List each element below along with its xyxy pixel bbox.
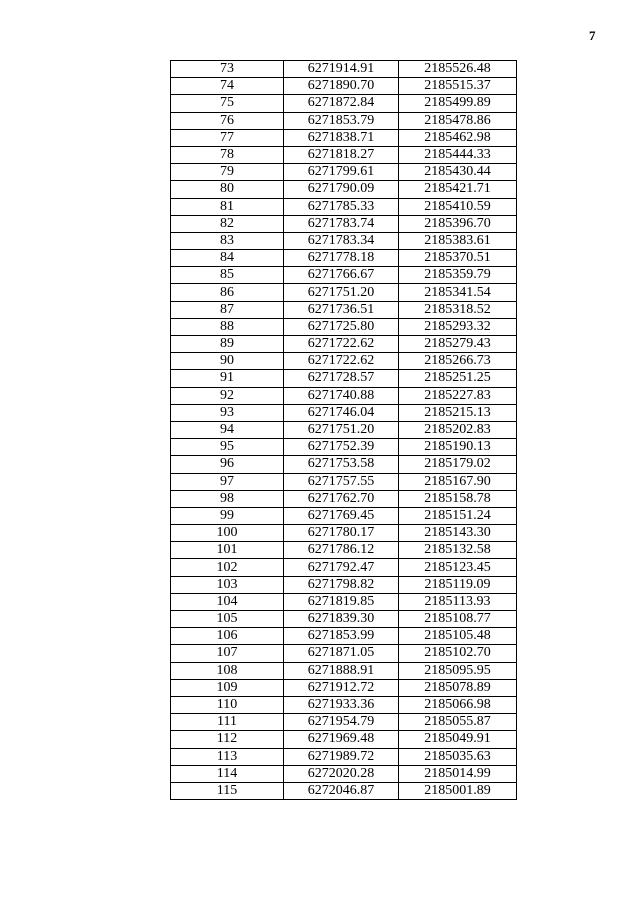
table-row (171, 782, 517, 799)
table-row (171, 95, 517, 112)
point-number-cell: 115 (171, 782, 284, 799)
point-number-cell: 85 (171, 267, 284, 284)
table-row (171, 78, 517, 95)
point-number-cell: 106 (171, 628, 284, 645)
y-coordinate-cell: 2185370.51 (399, 250, 517, 267)
table-row (171, 215, 517, 232)
y-coordinate-cell: 2185113.93 (399, 593, 517, 610)
y-coordinate-cell: 2185430.44 (399, 164, 517, 181)
y-coordinate-cell: 2185095.95 (399, 662, 517, 679)
point-number-cell: 74 (171, 78, 284, 95)
point-number-cell: 107 (171, 645, 284, 662)
x-coordinate-cell: 6271778.18 (284, 250, 399, 267)
point-number-cell: 112 (171, 731, 284, 748)
y-coordinate-cell: 2185318.52 (399, 301, 517, 318)
x-coordinate-cell: 6271818.27 (284, 146, 399, 163)
table-row (171, 267, 517, 284)
x-coordinate-cell: 6271790.09 (284, 181, 399, 198)
table-row (171, 645, 517, 662)
table-row (171, 129, 517, 146)
x-coordinate-cell: 6271912.72 (284, 679, 399, 696)
table-row (171, 146, 517, 163)
x-coordinate-cell: 6271783.74 (284, 215, 399, 232)
table-row (171, 525, 517, 542)
y-coordinate-cell: 2185383.61 (399, 232, 517, 249)
point-number-cell: 93 (171, 404, 284, 421)
y-coordinate-cell: 2185279.43 (399, 336, 517, 353)
x-coordinate-cell: 6271872.84 (284, 95, 399, 112)
point-number-cell: 79 (171, 164, 284, 181)
x-coordinate-cell: 6272046.87 (284, 782, 399, 799)
point-number-cell: 97 (171, 473, 284, 490)
table-row (171, 696, 517, 713)
y-coordinate-cell: 2185151.24 (399, 507, 517, 524)
y-coordinate-cell: 2185132.58 (399, 542, 517, 559)
point-number-cell: 81 (171, 198, 284, 215)
point-number-cell: 86 (171, 284, 284, 301)
table-row (171, 421, 517, 438)
table-row (171, 284, 517, 301)
point-number-cell: 114 (171, 765, 284, 782)
y-coordinate-cell: 2185066.98 (399, 696, 517, 713)
table-row (171, 336, 517, 353)
y-coordinate-cell: 2185001.89 (399, 782, 517, 799)
x-coordinate-cell: 6271722.62 (284, 353, 399, 370)
y-coordinate-cell: 2185444.33 (399, 146, 517, 163)
table-row (171, 576, 517, 593)
y-coordinate-cell: 2185478.86 (399, 112, 517, 129)
point-number-cell: 78 (171, 146, 284, 163)
y-coordinate-cell: 2185167.90 (399, 473, 517, 490)
x-coordinate-cell: 6271751.20 (284, 421, 399, 438)
table-row (171, 628, 517, 645)
x-coordinate-cell: 6271753.58 (284, 456, 399, 473)
x-coordinate-cell: 6271914.91 (284, 61, 399, 78)
table-row (171, 181, 517, 198)
x-coordinate-cell: 6271792.47 (284, 559, 399, 576)
x-coordinate-cell: 6271751.20 (284, 284, 399, 301)
point-number-cell: 80 (171, 181, 284, 198)
point-number-cell: 108 (171, 662, 284, 679)
table-row (171, 507, 517, 524)
x-coordinate-cell: 6271752.39 (284, 439, 399, 456)
point-number-cell: 99 (171, 507, 284, 524)
y-coordinate-cell: 2185158.78 (399, 490, 517, 507)
x-coordinate-cell: 6271769.45 (284, 507, 399, 524)
table-row (171, 490, 517, 507)
y-coordinate-cell: 2185266.73 (399, 353, 517, 370)
y-coordinate-cell: 2185421.71 (399, 181, 517, 198)
x-coordinate-cell: 6271762.70 (284, 490, 399, 507)
y-coordinate-cell: 2185049.91 (399, 731, 517, 748)
y-coordinate-cell: 2185014.99 (399, 765, 517, 782)
point-number-cell: 109 (171, 679, 284, 696)
table-row (171, 559, 517, 576)
x-coordinate-cell: 6271888.91 (284, 662, 399, 679)
point-number-cell: 83 (171, 232, 284, 249)
y-coordinate-cell: 2185055.87 (399, 714, 517, 731)
y-coordinate-cell: 2185293.32 (399, 318, 517, 335)
y-coordinate-cell: 2185251.25 (399, 370, 517, 387)
point-number-cell: 92 (171, 387, 284, 404)
table-row (171, 731, 517, 748)
y-coordinate-cell: 2185359.79 (399, 267, 517, 284)
point-number-cell: 90 (171, 353, 284, 370)
y-coordinate-cell: 2185119.09 (399, 576, 517, 593)
table-row (171, 611, 517, 628)
point-number-cell: 77 (171, 129, 284, 146)
x-coordinate-cell: 6271757.55 (284, 473, 399, 490)
y-coordinate-cell: 2185499.89 (399, 95, 517, 112)
page-number: 7 (589, 28, 596, 43)
point-number-cell: 75 (171, 95, 284, 112)
x-coordinate-cell: 6271725.80 (284, 318, 399, 335)
x-coordinate-cell: 6271871.05 (284, 645, 399, 662)
y-coordinate-cell: 2185526.48 (399, 61, 517, 78)
y-coordinate-cell: 2185215.13 (399, 404, 517, 421)
y-coordinate-cell: 2185108.77 (399, 611, 517, 628)
point-number-cell: 95 (171, 439, 284, 456)
x-coordinate-cell: 6271740.88 (284, 387, 399, 404)
y-coordinate-cell: 2185515.37 (399, 78, 517, 95)
x-coordinate-cell: 6271766.67 (284, 267, 399, 284)
table-row (171, 714, 517, 731)
table-row (171, 765, 517, 782)
x-coordinate-cell: 6271853.99 (284, 628, 399, 645)
y-coordinate-cell: 2185035.63 (399, 748, 517, 765)
y-coordinate-cell: 2185078.89 (399, 679, 517, 696)
x-coordinate-cell: 6271969.48 (284, 731, 399, 748)
table-row (171, 439, 517, 456)
table-row (171, 164, 517, 181)
y-coordinate-cell: 2185341.54 (399, 284, 517, 301)
point-number-cell: 98 (171, 490, 284, 507)
point-number-cell: 102 (171, 559, 284, 576)
point-number-cell: 113 (171, 748, 284, 765)
point-number-cell: 105 (171, 611, 284, 628)
table-row (171, 112, 517, 129)
table-row (171, 593, 517, 610)
y-coordinate-cell: 2185462.98 (399, 129, 517, 146)
table-row (171, 232, 517, 249)
x-coordinate-cell: 6271799.61 (284, 164, 399, 181)
x-coordinate-cell: 6272020.28 (284, 765, 399, 782)
x-coordinate-cell: 6271838.71 (284, 129, 399, 146)
coordinates-table (170, 60, 517, 800)
x-coordinate-cell: 6271853.79 (284, 112, 399, 129)
table-row (171, 370, 517, 387)
x-coordinate-cell: 6271728.57 (284, 370, 399, 387)
point-number-cell: 100 (171, 525, 284, 542)
point-number-cell: 88 (171, 318, 284, 335)
y-coordinate-cell: 2185143.30 (399, 525, 517, 542)
y-coordinate-cell: 2185227.83 (399, 387, 517, 404)
table-row (171, 748, 517, 765)
y-coordinate-cell: 2185105.48 (399, 628, 517, 645)
y-coordinate-cell: 2185202.83 (399, 421, 517, 438)
x-coordinate-cell: 6271783.34 (284, 232, 399, 249)
y-coordinate-cell: 2185410.59 (399, 198, 517, 215)
y-coordinate-cell: 2185396.70 (399, 215, 517, 232)
x-coordinate-cell: 6271819.85 (284, 593, 399, 610)
table-row (171, 301, 517, 318)
table-row (171, 679, 517, 696)
table-row (171, 61, 517, 78)
point-number-cell: 94 (171, 421, 284, 438)
point-number-cell: 89 (171, 336, 284, 353)
x-coordinate-cell: 6271785.33 (284, 198, 399, 215)
table-row (171, 473, 517, 490)
point-number-cell: 103 (171, 576, 284, 593)
y-coordinate-cell: 2185102.70 (399, 645, 517, 662)
point-number-cell: 101 (171, 542, 284, 559)
point-number-cell: 104 (171, 593, 284, 610)
point-number-cell: 73 (171, 61, 284, 78)
x-coordinate-cell: 6271839.30 (284, 611, 399, 628)
x-coordinate-cell: 6271746.04 (284, 404, 399, 421)
y-coordinate-cell: 2185190.13 (399, 439, 517, 456)
x-coordinate-cell: 6271722.62 (284, 336, 399, 353)
x-coordinate-cell: 6271736.51 (284, 301, 399, 318)
x-coordinate-cell: 6271933.36 (284, 696, 399, 713)
point-number-cell: 87 (171, 301, 284, 318)
y-coordinate-cell: 2185179.02 (399, 456, 517, 473)
table-row (171, 250, 517, 267)
x-coordinate-cell: 6271890.70 (284, 78, 399, 95)
x-coordinate-cell: 6271780.17 (284, 525, 399, 542)
x-coordinate-cell: 6271798.82 (284, 576, 399, 593)
table-row (171, 542, 517, 559)
table-row (171, 318, 517, 335)
coordinates-table-body (171, 61, 517, 800)
x-coordinate-cell: 6271954.79 (284, 714, 399, 731)
table-row (171, 387, 517, 404)
table-row (171, 404, 517, 421)
point-number-cell: 82 (171, 215, 284, 232)
x-coordinate-cell: 6271989.72 (284, 748, 399, 765)
point-number-cell: 110 (171, 696, 284, 713)
x-coordinate-cell: 6271786.12 (284, 542, 399, 559)
table-row (171, 456, 517, 473)
point-number-cell: 111 (171, 714, 284, 731)
table-row (171, 353, 517, 370)
table-row (171, 662, 517, 679)
point-number-cell: 76 (171, 112, 284, 129)
point-number-cell: 96 (171, 456, 284, 473)
point-number-cell: 84 (171, 250, 284, 267)
point-number-cell: 91 (171, 370, 284, 387)
table-row (171, 198, 517, 215)
y-coordinate-cell: 2185123.45 (399, 559, 517, 576)
